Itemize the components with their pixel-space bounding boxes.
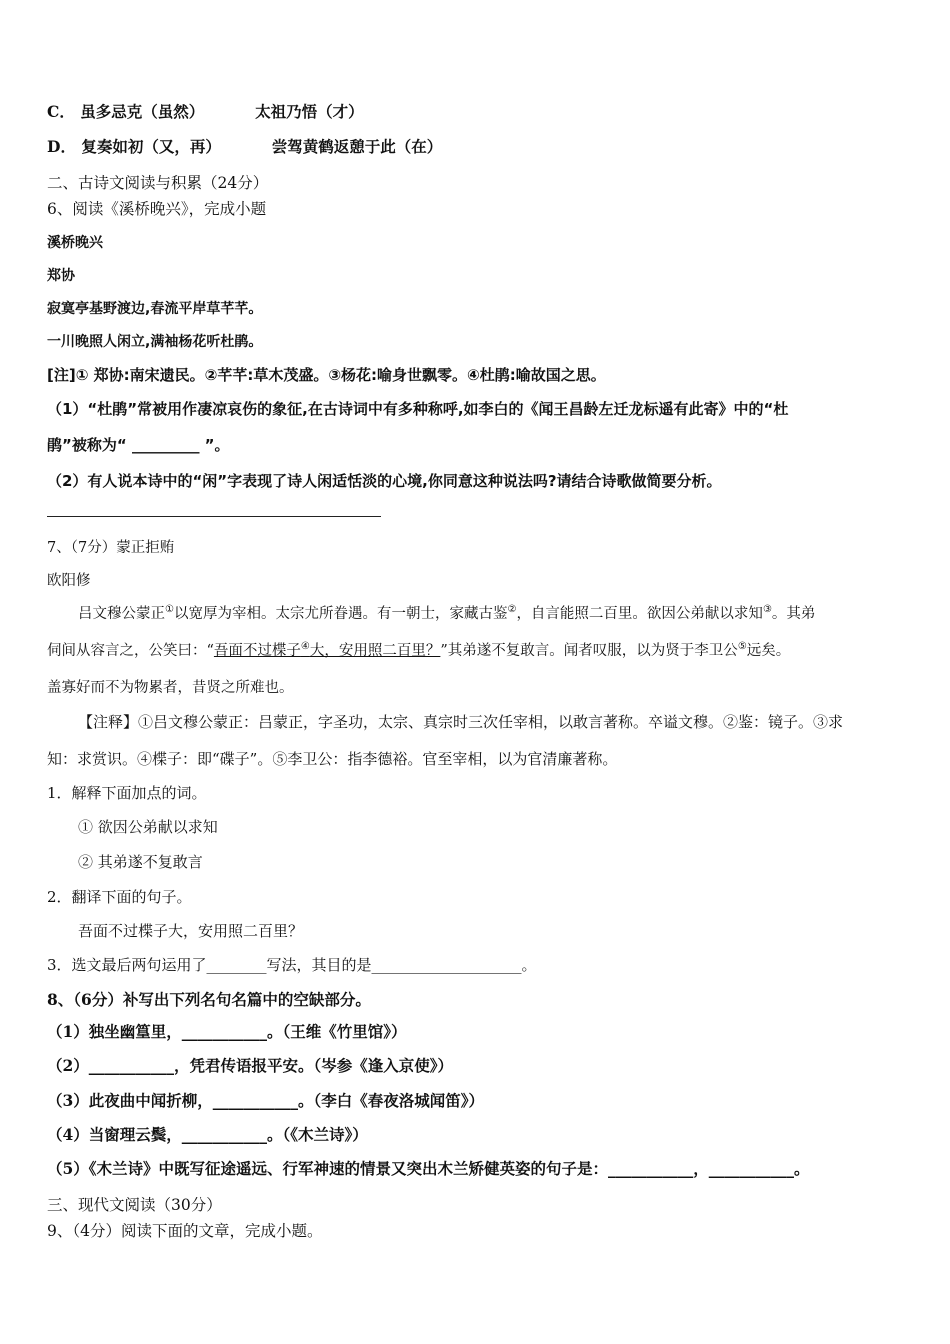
footnote-marker: ②	[507, 604, 517, 615]
option-c-label: C．	[47, 102, 75, 121]
q6-prompt: 6、阅读《溪桥晚兴》，完成小题	[47, 200, 267, 218]
q7-note-line2: 知：求赏识。④楪子：即“碟子”。⑤李卫公：指李德裕。官至宰相，以为官清廉著称。	[47, 750, 618, 768]
footnote-marker: ①	[165, 604, 174, 615]
passage-text: 伺间从容言之，公笑曰：“	[47, 643, 214, 659]
q6-sub2: （2）有人说本诗中的“闲”字表现了诗人闲适恬淡的心境,你同意这种说法吗?请结合诗歌做简要分析。	[47, 472, 722, 490]
answer-line	[47, 516, 381, 517]
passage-text: 吾面不过楪子	[213, 643, 301, 659]
poem-line-1: 寂寞亭基野渡边,春流平岸草芊芊。	[47, 301, 263, 317]
q8-item2: （2）___________，凭君传语报平安。（岑参《逢入京使》）	[47, 1056, 454, 1075]
passage-text: ”其弟遂不复敢言。闻者叹服，以为贤于李卫公	[440, 643, 738, 659]
footnote-marker: ④	[300, 641, 310, 652]
q7-question3: 3．选文最后两句运用了________写法，其目的是____________________。	[47, 956, 537, 974]
q7-author: 欧阳修	[47, 573, 91, 589]
option-d-text-a: 复奏如初（又，再）	[81, 137, 221, 156]
q7-question1-b: ② 其弟遂不复敢言	[78, 853, 203, 871]
q8-item1: （1）独坐幽篁里，___________。（王维《竹里馆》）	[47, 1022, 407, 1041]
poem-line-2: 一川晚照人闲立,满袖杨花听杜鹃。	[47, 334, 263, 350]
option-d-label: D．	[47, 137, 76, 156]
q9-prompt: 9、（4分）阅读下面的文章，完成小题。	[47, 1222, 323, 1240]
q8-item3: （3）此夜曲中闻折柳，___________。（李白《春夜洛城闻笛》）	[47, 1091, 485, 1110]
footnote-marker: ⑤	[737, 641, 747, 652]
q7-question2-sentence: 吾面不过楪子大，安用照二百里？	[78, 922, 304, 940]
underlined-sentence	[214, 643, 440, 659]
option-c-text-b: 太祖乃悟（才）	[255, 102, 364, 121]
q6-sub1-line2: 鹃”被称为“ _________ ”。	[47, 436, 230, 454]
option-d	[47, 137, 442, 157]
passage-text: 大，安用照二百里？	[309, 643, 441, 659]
q7-question2: 2．翻译下面的句子。	[47, 888, 192, 906]
q7-passage-line3: 盖寡好而不为物累者，昔贤之所难也。	[47, 680, 294, 696]
passage-text: 远矣。	[746, 643, 791, 659]
section2-heading: 二、古诗文阅读与积累（24分）	[47, 174, 269, 192]
poem-note: [注]① 郑协:南宋遗民。②芊芊:草木茂盛。③杨花:喻身世飘零。④杜鹃:喻故国之思。	[47, 366, 606, 384]
q6-sub1-line1: （1）“杜鹃”常被用作凄凉哀伤的象征,在古诗词中有多种称呼,如李白的《闻王昌龄左迁龙标遥有此寄》中的“杜	[47, 400, 789, 418]
option-c	[47, 102, 364, 122]
q7-question1: 1．解释下面加点的词。	[47, 784, 207, 802]
q8-item5: （5）《木兰诗》中既写征途遥远、行军神速的情景又突出木兰矫健英姿的句子是：___________，___________。	[47, 1159, 810, 1178]
option-d-text-b: 尝驾黄鹤返憩于此（在）	[271, 137, 443, 156]
q7-passage-line1	[78, 604, 815, 626]
q8-item4: （4）当窗理云鬓，___________。（《木兰诗》）	[47, 1125, 368, 1144]
poem-author: 郑协	[47, 268, 75, 284]
q7-title: 7、（7分）蒙正拒贿	[47, 540, 175, 556]
passage-text: 。其弟	[771, 606, 816, 622]
poem-title: 溪桥晚兴	[47, 235, 103, 251]
q7-passage-line2	[47, 641, 790, 663]
passage-text: 吕文穆公蒙正	[78, 606, 165, 622]
footnote-marker: ③	[762, 604, 772, 615]
q7-question1-a: ① 欲因公弟献以求知	[78, 818, 218, 836]
option-c-text-a: 虽多忌克（虽然）	[80, 102, 205, 121]
q8-title: 8、（6分）补写出下列名句名篇中的空缺部分。	[47, 990, 371, 1009]
section3-heading: 三、现代文阅读（30分）	[47, 1196, 222, 1214]
q7-note-line1: 【注释】①吕文穆公蒙正：吕蒙正，字圣功，太宗、真宗时三次任宰相，以敢言著称。卒谥文穆。②鉴：镜子。③求	[78, 713, 844, 731]
passage-text: ，自言能照二百里。欲因公弟献以求知	[516, 606, 763, 622]
passage-text: 以宽厚为宰相。太宗尤所眷遇。有一朝士，家藏古鉴	[173, 606, 508, 622]
